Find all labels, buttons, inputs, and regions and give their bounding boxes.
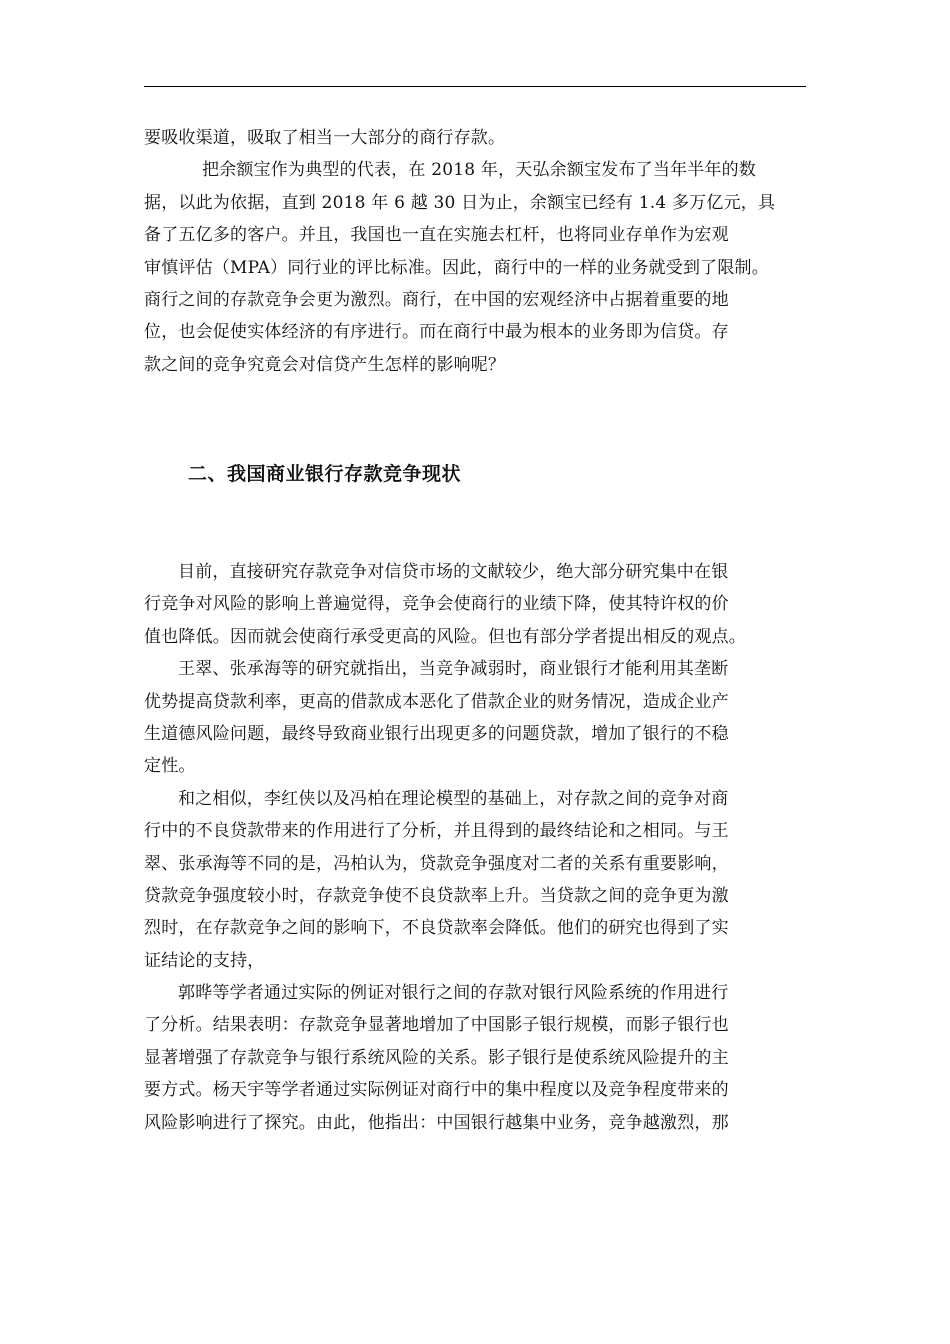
- text-line: 证结论的支持，: [144, 950, 265, 971]
- text-line: 备了五亿多的客户。并且，我国也一直在实施去杠杆，也将同业存单作为宏观: [144, 225, 729, 246]
- section-heading: 二、我国商业银行存款竞争现状: [188, 463, 462, 485]
- header-rule: [144, 86, 806, 87]
- text-line: 定性。: [144, 756, 196, 777]
- text-line: 值也降低。因而就会使商行承受更高的风险。但也有部分学者提出相反的观点。: [144, 626, 746, 647]
- text-line: 要吸收渠道，吸取了相当一大部分的商行存款。: [144, 128, 506, 148]
- text-line: 优势提高贷款利率，更高的借款成本恶化了借款企业的财务情况，造成企业产: [144, 691, 729, 712]
- text-line: 贷款竞争强度较小时，存款竞争使不良贷款率上升。当贷款之间的竞争更为激: [144, 885, 729, 906]
- text-line: 行竞争对风险的影响上普遍觉得，竞争会使商行的业绩下降，使其特许权的价: [144, 594, 729, 615]
- text-line: 审慎评估（MPA）同行业的评比标准。因此，商行中的一样的业务就受到了限制。: [144, 257, 769, 278]
- text-line: 商行之间的存款竞争会更为激烈。商行，在中国的宏观经济中占据着重要的地: [144, 289, 729, 310]
- paragraph-block-1: [144, 122, 808, 381]
- text-line: 要方式。杨天宇等学者通过实际例证对商行中的集中程度以及竞争程度带来的: [144, 1080, 729, 1101]
- paragraph-block-2: [144, 556, 808, 1139]
- text-line: 郭晔等学者通过实际的例证对银行之间的存款对银行风险系统的作用进行: [178, 983, 729, 1004]
- text-line: 把余额宝作为典型的代表，在 2018 年，天弘余额宝发布了当年半年的数: [202, 160, 757, 181]
- text-line: 风险影响进行了探究。由此，他指出：中国银行越集中业务，竞争越激烈，那: [144, 1112, 729, 1133]
- text-line: 翠、张承海等不同的是，冯柏认为，贷款竞争强度对二者的关系有重要影响，: [144, 853, 729, 874]
- text-line: 据，以此为依据，直到 2018 年 6 越 30 日为止，余额宝已经有 1.4 多万亿元，具: [144, 192, 776, 213]
- text-line: 了分析。结果表明：存款竞争显著地增加了中国影子银行规模，而影子银行也: [144, 1015, 729, 1036]
- text-line: 王翠、张承海等的研究就指出，当竞争减弱时，商业银行才能利用其垄断: [178, 659, 729, 680]
- text-line: 显著增强了存款竞争与银行系统风险的关系。影子银行是使系统风险提升的主: [144, 1047, 729, 1068]
- text-line: 位，也会促使实体经济的有序进行。而在商行中最为根本的业务即为信贷。存: [144, 322, 729, 343]
- text-line: 生道德风险问题，最终导致商业银行出现更多的问题贷款，增加了银行的不稳: [144, 723, 729, 744]
- text-line: 行中的不良贷款带来的作用进行了分析，并且得到的最终结论和之相同。与王: [144, 821, 729, 842]
- text-line: 和之相似，李红侠以及冯柏在理论模型的基础上，对存款之间的竞争对商: [178, 788, 729, 809]
- text-line: 款之间的竞争究竟会对信贷产生怎样的影响呢？: [144, 354, 506, 375]
- text-line: 烈时，在存款竞争之间的影响下，不良贷款率会降低。他们的研究也得到了实: [144, 918, 729, 939]
- text-line: 目前，直接研究存款竞争对信贷市场的文献较少，绝大部分研究集中在银: [178, 562, 729, 582]
